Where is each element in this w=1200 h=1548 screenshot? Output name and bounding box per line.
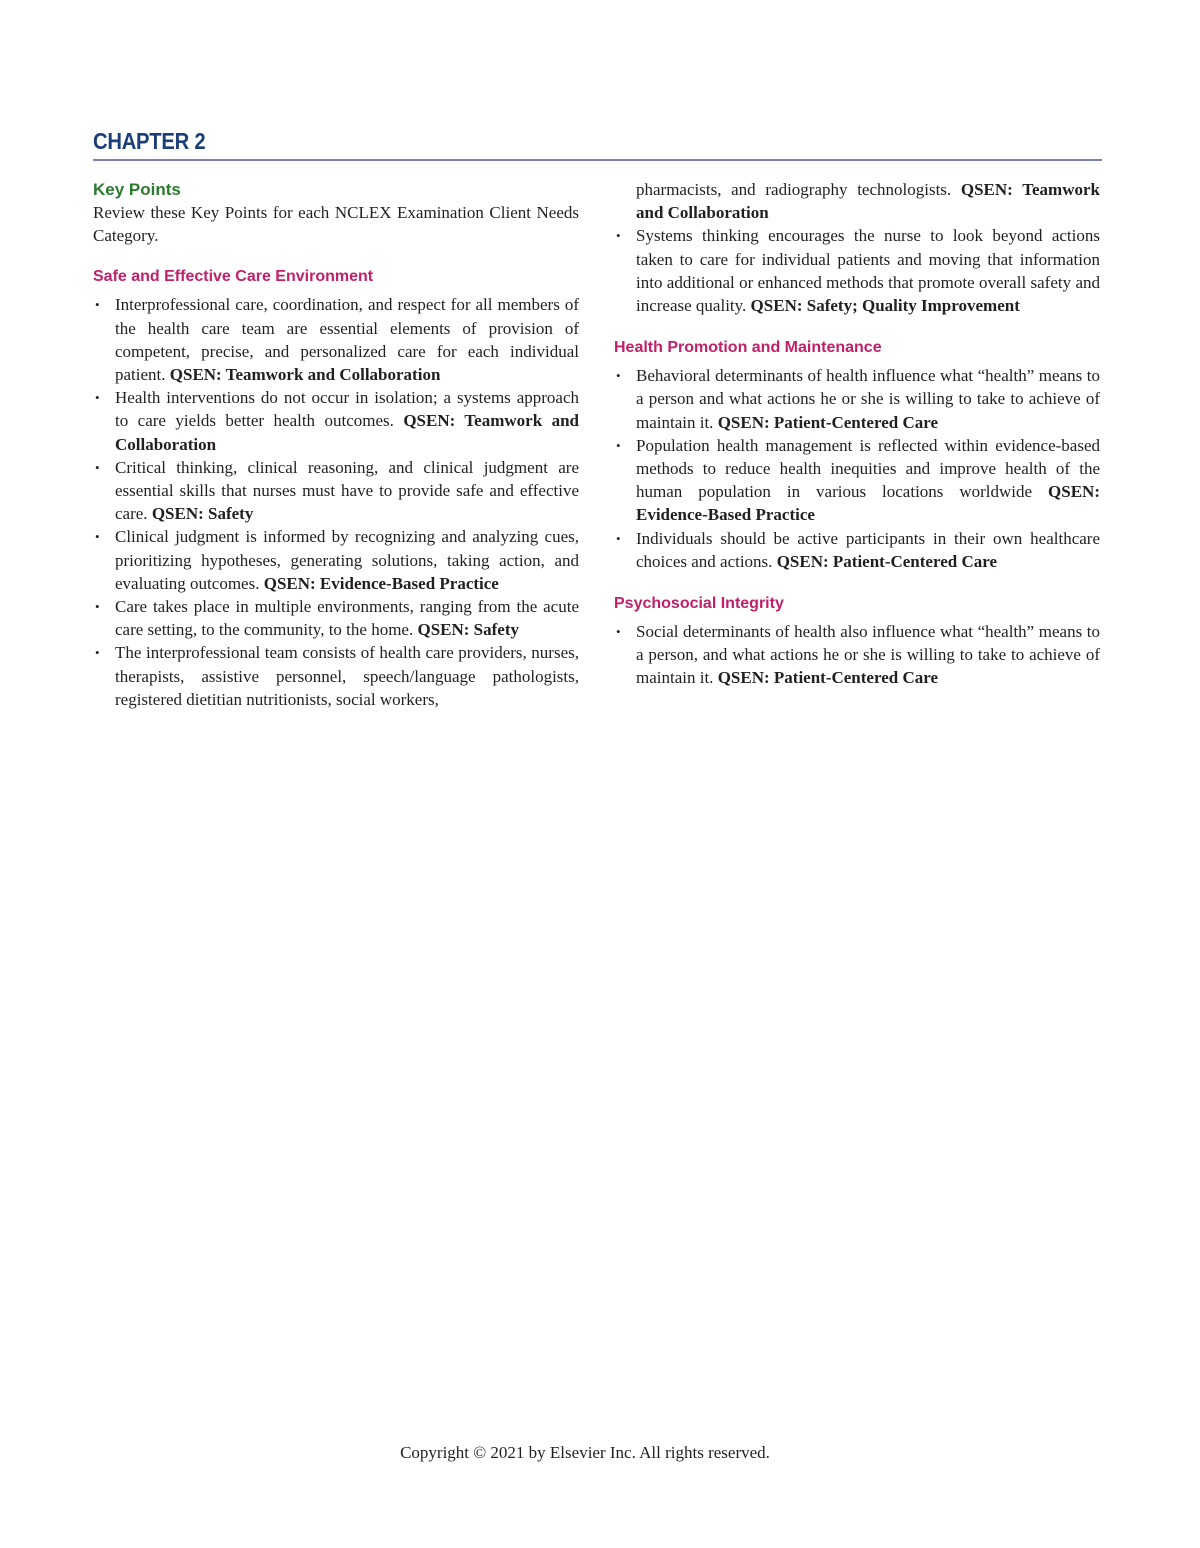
list-item: • Care takes place in multiple environments, ranging from the acute care setting, to the community, to the home. QSEN: Safety — [93, 595, 579, 641]
list-item: • Social determinants of health also influence what “health” means to a person, and what actions he or she is willing to take to achieve of maintain it. QSEN: Patient-Centered Care — [614, 620, 1100, 690]
list-item-continued: pharmacists, and radiography technologists. QSEN: Teamwork and Collaboration — [636, 180, 1100, 223]
chapter-title: CHAPTER 2 — [93, 128, 206, 154]
list-item: • Systems thinking encourages the nurse to look beyond actions taken to care for individual patients and moving that information into additional or enhanced methods that promote overall safety and increase quality. QSEN: Safety; Quality Improvement — [614, 224, 1100, 317]
qsen-tag: QSEN: Teamwork and Collaboration — [115, 411, 579, 454]
chapter-divider — [93, 159, 1102, 161]
list-item: • Clinical judgment is informed by recognizing and analyzing cues, prioritizing hypotheses, generating solutions, taking action, and evaluating outcomes. QSEN: Evidence-Based Practice — [93, 525, 579, 595]
section-title-safe-effective-care: Safe and Effective Care Environment — [93, 268, 374, 286]
right-column — [614, 178, 1100, 690]
list-item: • Interprofessional care, coordination, and respect for all members of the health care team are essential elements of provision of competent, precise, and personalized care for each individual patient. QSEN: Teamwork and Collaboration — [93, 293, 579, 386]
qsen-tag: QSEN: Safety — [417, 620, 519, 640]
qsen-tag: QSEN: Safety; Quality Improvement — [750, 296, 1020, 316]
list-item: • The interprofessional team consists of health care providers, nurses, therapists, assistive personnel, speech/language pathologists, registered dietitian nutritionists, social workers, — [93, 641, 579, 711]
qsen-tag: QSEN: Patient-Centered Care — [776, 551, 998, 571]
safe-effective-care-list — [93, 293, 579, 711]
section-title-psychosocial-integrity: Psychosocial Integrity — [614, 595, 784, 613]
qsen-tag: QSEN: Evidence-Based Practice — [263, 573, 499, 593]
qsen-tag: QSEN: Teamwork and Collaboration — [636, 180, 1100, 223]
list-item: • Health interventions do not occur in isolation; a systems approach to care yields better health outcomes. QSEN: Teamwork and Collaboration — [93, 386, 579, 456]
list-item: • Individuals should be active participants in their own healthcare choices and actions. QSEN: Patient-Centered Care — [614, 527, 1100, 573]
qsen-tag: QSEN: Teamwork and Collaboration — [169, 365, 441, 385]
list-item: • Behavioral determinants of health influence what “health” means to a person and what actions he or she is willing to take to achieve of maintain it. QSEN: Patient-Centered Care — [614, 364, 1100, 434]
copyright-footer: Copyright © 2021 by Elsevier Inc. All rights reserved. — [400, 1443, 770, 1462]
key-points-intro: Review these Key Points for each NCLEX Examination Client Needs Category. — [93, 203, 579, 246]
psychosocial-integrity-list — [614, 620, 1100, 690]
key-points-title: Key Points — [93, 180, 181, 199]
qsen-tag: QSEN: Evidence-Based Practice — [636, 482, 1100, 525]
qsen-tag: QSEN: Safety — [151, 504, 254, 524]
qsen-tag: QSEN: Patient-Centered Care — [717, 668, 939, 688]
qsen-tag: QSEN: Patient-Centered Care — [717, 412, 939, 432]
section-title-health-promotion: Health Promotion and Maintenance — [614, 339, 882, 357]
health-promotion-list — [614, 364, 1100, 573]
left-column — [93, 178, 579, 711]
list-item: • Critical thinking, clinical reasoning, and clinical judgment are essential skills that nurses must have to provide safe and effective care. QSEN: Safety — [93, 456, 579, 526]
safe-effective-care-list-continued — [614, 178, 1100, 317]
list-item: • Population health management is reflected within evidence-based methods to reduce health inequities and improve health of the human population in various locations worldwide QSEN: Evidence-Based Practice — [614, 434, 1100, 527]
